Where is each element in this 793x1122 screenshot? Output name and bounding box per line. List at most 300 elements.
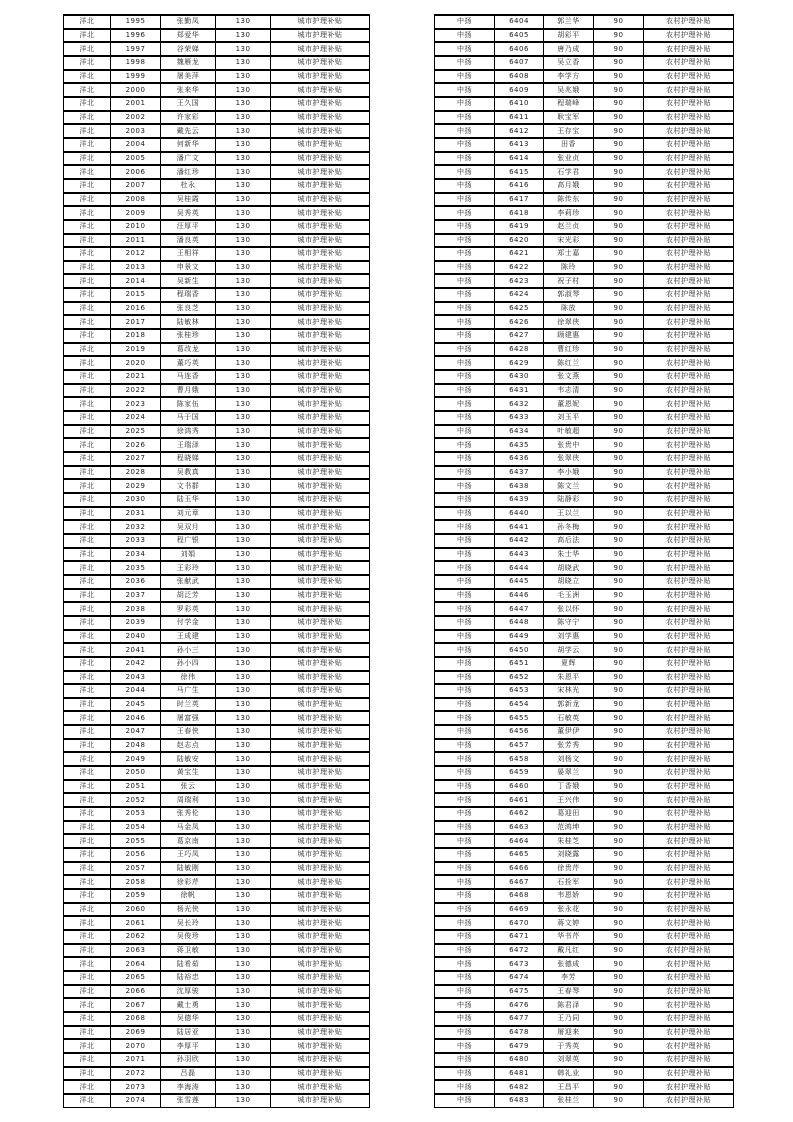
cell-region: 洋北 bbox=[64, 316, 111, 328]
cell-person-name: 孙小三 bbox=[161, 644, 216, 656]
table-row bbox=[64, 29, 369, 43]
cell-person-name: 耿宝军 bbox=[544, 112, 594, 124]
cell-region: 洋北 bbox=[64, 631, 111, 643]
cell-amount: 130 bbox=[216, 590, 271, 602]
cell-region: 中扬 bbox=[435, 958, 495, 970]
cell-serial-number: 2014 bbox=[111, 275, 161, 287]
table-row bbox=[64, 1080, 369, 1094]
cell-subsidy-type: 农村护理补贴 bbox=[666, 17, 711, 26]
cell-serial-number: 6416 bbox=[495, 180, 544, 192]
cell-region: 中扬 bbox=[435, 863, 495, 875]
cell-subsidy-type: 城市护理补贴 bbox=[297, 372, 343, 381]
cell-subsidy-type: 农村护理补贴 bbox=[666, 741, 711, 750]
table-row bbox=[435, 944, 733, 958]
rural-subsidy-table bbox=[434, 14, 734, 1108]
cell-region: 洋北 bbox=[64, 16, 111, 28]
cell-person-name: 汪厚平 bbox=[161, 221, 216, 233]
cell-region: 洋北 bbox=[64, 57, 111, 69]
table-row bbox=[435, 998, 733, 1012]
cell-subsidy-type: 城市护理补贴 bbox=[297, 522, 343, 531]
cell-serial-number: 6426 bbox=[495, 316, 544, 328]
cell-amount: 130 bbox=[216, 1040, 271, 1052]
cell-amount: 90 bbox=[594, 166, 644, 178]
cell-amount: 130 bbox=[216, 194, 271, 206]
cell-serial-number: 2025 bbox=[111, 426, 161, 438]
cell-serial-number: 6453 bbox=[495, 685, 544, 697]
cell-person-name: 华书芹 bbox=[544, 931, 594, 943]
cell-amount: 90 bbox=[594, 931, 644, 943]
cell-region: 洋北 bbox=[64, 958, 111, 970]
cell-serial-number: 2028 bbox=[111, 467, 161, 479]
table-row bbox=[64, 1039, 369, 1053]
table-row bbox=[64, 821, 369, 835]
table-row bbox=[64, 889, 369, 903]
cell-amount: 90 bbox=[594, 43, 644, 55]
cell-serial-number: 6423 bbox=[495, 275, 544, 287]
cell-serial-number: 6451 bbox=[495, 658, 544, 670]
cell-person-name: 王乃同 bbox=[544, 1013, 594, 1025]
cell-amount: 90 bbox=[594, 576, 644, 588]
table-row bbox=[435, 138, 733, 152]
cell-serial-number: 6463 bbox=[495, 822, 544, 834]
cell-amount: 130 bbox=[216, 535, 271, 547]
cell-region: 中扬 bbox=[435, 57, 495, 69]
cell-serial-number: 2000 bbox=[111, 84, 161, 96]
cell-person-name: 张雪莲 bbox=[161, 1095, 216, 1107]
cell-subsidy-type: 农村护理补贴 bbox=[666, 1041, 711, 1050]
cell-subsidy-type: 城市护理补贴 bbox=[297, 30, 343, 39]
cell-region: 中扬 bbox=[435, 876, 495, 888]
cell-serial-number: 6417 bbox=[495, 194, 544, 206]
cell-region: 洋北 bbox=[64, 1068, 111, 1080]
cell-subsidy-type: 农村护理补贴 bbox=[666, 877, 711, 886]
cell-person-name: 刘元章 bbox=[161, 508, 216, 520]
cell-serial-number: 2027 bbox=[111, 453, 161, 465]
cell-amount: 130 bbox=[216, 357, 271, 369]
cell-person-name: 刘杨文 bbox=[544, 753, 594, 765]
cell-serial-number: 2069 bbox=[111, 1027, 161, 1039]
cell-amount: 130 bbox=[216, 344, 271, 356]
cell-region: 洋北 bbox=[64, 494, 111, 506]
cell-person-name: 吴双月 bbox=[161, 521, 216, 533]
cell-amount: 90 bbox=[594, 508, 644, 520]
cell-region: 洋北 bbox=[64, 371, 111, 383]
cell-amount: 90 bbox=[594, 194, 644, 206]
table-row bbox=[435, 493, 733, 507]
table-row bbox=[435, 165, 733, 179]
cell-person-name: 刘晓露 bbox=[544, 849, 594, 861]
cell-amount: 90 bbox=[594, 603, 644, 615]
cell-subsidy-type: 农村护理补贴 bbox=[666, 99, 711, 108]
cell-serial-number: 2058 bbox=[111, 876, 161, 888]
table-row bbox=[64, 479, 369, 493]
cell-region: 洋北 bbox=[64, 876, 111, 888]
cell-subsidy-type: 城市护理补贴 bbox=[297, 864, 343, 873]
cell-subsidy-type: 城市护理补贴 bbox=[297, 713, 343, 722]
cell-person-name: 戴士勇 bbox=[161, 999, 216, 1011]
cell-subsidy-type: 农村护理补贴 bbox=[666, 427, 711, 436]
cell-person-name: 张文燕 bbox=[544, 371, 594, 383]
cell-subsidy-type: 城市护理补贴 bbox=[297, 317, 343, 326]
cell-serial-number: 6443 bbox=[495, 549, 544, 561]
cell-amount: 90 bbox=[594, 617, 644, 629]
cell-amount: 130 bbox=[216, 576, 271, 588]
cell-person-name: 范鸿坤 bbox=[544, 822, 594, 834]
cell-subsidy-type: 城市护理补贴 bbox=[297, 454, 343, 463]
cell-subsidy-type: 城市护理补贴 bbox=[297, 427, 343, 436]
table-row bbox=[435, 15, 733, 29]
cell-serial-number: 1998 bbox=[111, 57, 161, 69]
cell-subsidy-type: 城市护理补贴 bbox=[297, 495, 343, 504]
table-row bbox=[64, 329, 369, 343]
table-row bbox=[435, 1012, 733, 1026]
cell-amount: 130 bbox=[216, 398, 271, 410]
cell-subsidy-type: 城市护理补贴 bbox=[297, 481, 343, 490]
cell-person-name: 徐帆 bbox=[161, 890, 216, 902]
cell-subsidy-type: 农村护理补贴 bbox=[666, 58, 711, 67]
cell-amount: 90 bbox=[594, 767, 644, 779]
cell-person-name: 张桂珍 bbox=[161, 330, 216, 342]
cell-serial-number: 6408 bbox=[495, 71, 544, 83]
cell-serial-number: 6422 bbox=[495, 262, 544, 274]
cell-region: 洋北 bbox=[64, 549, 111, 561]
cell-serial-number: 6412 bbox=[495, 125, 544, 137]
cell-amount: 130 bbox=[216, 235, 271, 247]
cell-subsidy-type: 农村护理补贴 bbox=[666, 823, 711, 832]
cell-amount: 130 bbox=[216, 917, 271, 929]
cell-amount: 90 bbox=[594, 330, 644, 342]
cell-serial-number: 2055 bbox=[111, 835, 161, 847]
cell-person-name: 张德成 bbox=[544, 958, 594, 970]
cell-region: 中扬 bbox=[435, 658, 495, 670]
table-row bbox=[64, 507, 369, 521]
cell-amount: 130 bbox=[216, 180, 271, 192]
cell-serial-number: 6472 bbox=[495, 945, 544, 957]
cell-serial-number: 2041 bbox=[111, 644, 161, 656]
cell-person-name: 王瑞泽 bbox=[161, 439, 216, 451]
cell-amount: 130 bbox=[216, 1095, 271, 1107]
cell-serial-number: 6432 bbox=[495, 398, 544, 410]
cell-person-name: 朱恩平 bbox=[544, 672, 594, 684]
table-row bbox=[64, 807, 369, 821]
cell-subsidy-type: 农村护理补贴 bbox=[666, 754, 711, 763]
cell-subsidy-type: 城市护理补贴 bbox=[297, 659, 343, 668]
cell-person-name: 高后法 bbox=[544, 535, 594, 547]
cell-region: 中扬 bbox=[435, 357, 495, 369]
cell-serial-number: 6468 bbox=[495, 890, 544, 902]
cell-region: 中扬 bbox=[435, 1013, 495, 1025]
cell-amount: 130 bbox=[216, 139, 271, 151]
table-row bbox=[435, 725, 733, 739]
cell-amount: 130 bbox=[216, 316, 271, 328]
cell-person-name: 顾建惠 bbox=[544, 330, 594, 342]
cell-person-name: 戴先云 bbox=[161, 125, 216, 137]
cell-region: 中扬 bbox=[435, 1040, 495, 1052]
table-row bbox=[64, 602, 369, 616]
cell-person-name: 屠美萍 bbox=[161, 71, 216, 83]
cell-person-name: 张翠侠 bbox=[544, 453, 594, 465]
cell-subsidy-type: 城市护理补贴 bbox=[297, 99, 343, 108]
cell-subsidy-type: 城市护理补贴 bbox=[297, 140, 343, 149]
cell-region: 中扬 bbox=[435, 1068, 495, 1080]
cell-region: 洋北 bbox=[64, 1040, 111, 1052]
cell-region: 洋北 bbox=[64, 275, 111, 287]
cell-person-name: 马金凤 bbox=[161, 822, 216, 834]
cell-amount: 130 bbox=[216, 617, 271, 629]
cell-serial-number: 6442 bbox=[495, 535, 544, 547]
cell-amount: 90 bbox=[594, 863, 644, 875]
cell-amount: 130 bbox=[216, 603, 271, 615]
cell-person-name: 李芳 bbox=[544, 972, 594, 984]
cell-amount: 90 bbox=[594, 357, 644, 369]
cell-subsidy-type: 农村护理补贴 bbox=[666, 345, 711, 354]
cell-person-name: 刘娟 bbox=[161, 549, 216, 561]
cell-region: 中扬 bbox=[435, 644, 495, 656]
cell-subsidy-type: 农村护理补贴 bbox=[666, 1068, 711, 1077]
table-row bbox=[435, 1039, 733, 1053]
cell-amount: 90 bbox=[594, 30, 644, 42]
cell-person-name: 高月娥 bbox=[544, 180, 594, 192]
cell-amount: 90 bbox=[594, 631, 644, 643]
cell-amount: 90 bbox=[594, 275, 644, 287]
cell-region: 中扬 bbox=[435, 344, 495, 356]
cell-region: 中扬 bbox=[435, 371, 495, 383]
table-row bbox=[435, 643, 733, 657]
cell-region: 洋北 bbox=[64, 125, 111, 137]
cell-serial-number: 6420 bbox=[495, 235, 544, 247]
cell-amount: 130 bbox=[216, 166, 271, 178]
cell-amount: 130 bbox=[216, 153, 271, 165]
cell-amount: 130 bbox=[216, 644, 271, 656]
cell-subsidy-type: 农村护理补贴 bbox=[666, 659, 711, 668]
cell-person-name: 陈守宁 bbox=[544, 617, 594, 629]
cell-region: 中扬 bbox=[435, 467, 495, 479]
cell-subsidy-type: 农村护理补贴 bbox=[666, 304, 711, 313]
cell-region: 中扬 bbox=[435, 794, 495, 806]
cell-person-name: 马连香 bbox=[161, 371, 216, 383]
cell-person-name: 吕磊 bbox=[161, 1068, 216, 1080]
cell-person-name: 周瑞利 bbox=[161, 794, 216, 806]
cell-amount: 130 bbox=[216, 549, 271, 561]
cell-region: 洋北 bbox=[64, 863, 111, 875]
cell-region: 洋北 bbox=[64, 590, 111, 602]
cell-person-name: 陆静彩 bbox=[544, 494, 594, 506]
cell-serial-number: 2051 bbox=[111, 781, 161, 793]
cell-amount: 90 bbox=[594, 344, 644, 356]
cell-amount: 130 bbox=[216, 467, 271, 479]
cell-region: 中扬 bbox=[435, 508, 495, 520]
cell-person-name: 程瑞香 bbox=[161, 289, 216, 301]
cell-person-name: 董恩妮 bbox=[544, 398, 594, 410]
cell-region: 洋北 bbox=[64, 221, 111, 233]
cell-subsidy-type: 农村护理补贴 bbox=[666, 481, 711, 490]
cell-person-name: 陆敏刚 bbox=[161, 863, 216, 875]
cell-person-name: 张芳秀 bbox=[544, 740, 594, 752]
cell-subsidy-type: 农村护理补贴 bbox=[666, 85, 711, 94]
cell-person-name: 吴桂霞 bbox=[161, 194, 216, 206]
table-row bbox=[64, 875, 369, 889]
cell-amount: 130 bbox=[216, 1054, 271, 1066]
cell-person-name: 陆敏安 bbox=[161, 753, 216, 765]
table-row bbox=[64, 916, 369, 930]
cell-region: 中扬 bbox=[435, 207, 495, 219]
cell-serial-number: 2062 bbox=[111, 931, 161, 943]
cell-region: 洋北 bbox=[64, 945, 111, 957]
cell-subsidy-type: 农村护理补贴 bbox=[666, 713, 711, 722]
cell-subsidy-type: 农村护理补贴 bbox=[666, 973, 711, 982]
cell-serial-number: 2022 bbox=[111, 385, 161, 397]
cell-serial-number: 6440 bbox=[495, 508, 544, 520]
cell-amount: 90 bbox=[594, 549, 644, 561]
cell-amount: 130 bbox=[216, 890, 271, 902]
cell-serial-number: 2063 bbox=[111, 945, 161, 957]
cell-amount: 90 bbox=[594, 562, 644, 574]
cell-amount: 90 bbox=[594, 153, 644, 165]
cell-serial-number: 6404 bbox=[495, 16, 544, 28]
cell-serial-number: 6458 bbox=[495, 753, 544, 765]
cell-amount: 130 bbox=[216, 412, 271, 424]
cell-subsidy-type: 农村护理补贴 bbox=[666, 126, 711, 135]
cell-person-name: 徐翠侠 bbox=[544, 316, 594, 328]
cell-amount: 90 bbox=[594, 303, 644, 315]
table-row bbox=[435, 957, 733, 971]
cell-subsidy-type: 城市护理补贴 bbox=[297, 290, 343, 299]
cell-person-name: 郑士嘉 bbox=[544, 248, 594, 260]
cell-subsidy-type: 城市护理补贴 bbox=[297, 194, 343, 203]
cell-serial-number: 2001 bbox=[111, 98, 161, 110]
cell-serial-number: 2067 bbox=[111, 999, 161, 1011]
cell-serial-number: 6478 bbox=[495, 1027, 544, 1039]
cell-region: 洋北 bbox=[64, 412, 111, 424]
cell-serial-number: 2073 bbox=[111, 1081, 161, 1093]
cell-region: 中扬 bbox=[435, 740, 495, 752]
cell-serial-number: 6448 bbox=[495, 617, 544, 629]
cell-subsidy-type: 城市护理补贴 bbox=[297, 399, 343, 408]
table-row bbox=[435, 971, 733, 985]
cell-amount: 90 bbox=[594, 316, 644, 328]
cell-subsidy-type: 农村护理补贴 bbox=[666, 727, 711, 736]
cell-amount: 130 bbox=[216, 945, 271, 957]
cell-amount: 130 bbox=[216, 794, 271, 806]
cell-subsidy-type: 城市护理补贴 bbox=[297, 44, 343, 53]
cell-amount: 90 bbox=[594, 112, 644, 124]
cell-person-name: 王兴伟 bbox=[544, 794, 594, 806]
cell-amount: 90 bbox=[594, 467, 644, 479]
table-row bbox=[435, 42, 733, 56]
table-row bbox=[64, 985, 369, 999]
cell-subsidy-type: 城市护理补贴 bbox=[297, 741, 343, 750]
cell-person-name: 朱士华 bbox=[544, 549, 594, 561]
cell-subsidy-type: 城市护理补贴 bbox=[297, 809, 343, 818]
cell-amount: 130 bbox=[216, 876, 271, 888]
cell-person-name: 陆玉华 bbox=[161, 494, 216, 506]
cell-person-name: 石学君 bbox=[544, 166, 594, 178]
cell-subsidy-type: 城市护理补贴 bbox=[297, 235, 343, 244]
cell-amount: 130 bbox=[216, 84, 271, 96]
cell-amount: 90 bbox=[594, 808, 644, 820]
cell-amount: 90 bbox=[594, 753, 644, 765]
cell-subsidy-type: 农村护理补贴 bbox=[666, 932, 711, 941]
cell-serial-number: 2013 bbox=[111, 262, 161, 274]
cell-person-name: 文书群 bbox=[161, 480, 216, 492]
cell-person-name: 张业贞 bbox=[544, 153, 594, 165]
cell-subsidy-type: 农村护理补贴 bbox=[666, 904, 711, 913]
cell-person-name: 徐伟 bbox=[161, 672, 216, 684]
cell-subsidy-type: 城市护理补贴 bbox=[297, 440, 343, 449]
cell-region: 中扬 bbox=[435, 412, 495, 424]
cell-region: 中扬 bbox=[435, 562, 495, 574]
cell-person-name: 晏翠兰 bbox=[544, 767, 594, 779]
cell-subsidy-type: 农村护理补贴 bbox=[666, 768, 711, 777]
cell-amount: 130 bbox=[216, 1081, 271, 1093]
cell-region: 中扬 bbox=[435, 1081, 495, 1093]
cell-amount: 130 bbox=[216, 385, 271, 397]
table-row bbox=[435, 807, 733, 821]
cell-serial-number: 6414 bbox=[495, 153, 544, 165]
cell-serial-number: 2043 bbox=[111, 672, 161, 684]
table-row bbox=[435, 657, 733, 671]
cell-amount: 130 bbox=[216, 303, 271, 315]
table-row bbox=[435, 1053, 733, 1067]
cell-subsidy-type: 城市护理补贴 bbox=[297, 768, 343, 777]
cell-person-name: 蒋文婷 bbox=[544, 917, 594, 929]
cell-region: 中扬 bbox=[435, 890, 495, 902]
cell-subsidy-type: 农村护理补贴 bbox=[666, 618, 711, 627]
table-row bbox=[435, 507, 733, 521]
cell-person-name: 曹红珍 bbox=[544, 344, 594, 356]
cell-person-name: 石敏英 bbox=[544, 712, 594, 724]
cell-subsidy-type: 城市护理补贴 bbox=[297, 1068, 343, 1077]
cell-region: 中扬 bbox=[435, 125, 495, 137]
cell-subsidy-type: 城市护理补贴 bbox=[297, 263, 343, 272]
urban-subsidy-table bbox=[63, 14, 370, 1108]
table-row bbox=[435, 630, 733, 644]
cell-serial-number: 6429 bbox=[495, 357, 544, 369]
table-row bbox=[64, 138, 369, 152]
cell-person-name: 马于国 bbox=[161, 412, 216, 424]
cell-subsidy-type: 农村护理补贴 bbox=[666, 235, 711, 244]
cell-amount: 130 bbox=[216, 672, 271, 684]
table-row bbox=[64, 1067, 369, 1081]
cell-serial-number: 2010 bbox=[111, 221, 161, 233]
cell-region: 洋北 bbox=[64, 30, 111, 42]
table-row bbox=[64, 384, 369, 398]
cell-person-name: 潘广文 bbox=[161, 153, 216, 165]
cell-region: 中扬 bbox=[435, 917, 495, 929]
cell-person-name: 陈文兰 bbox=[544, 480, 594, 492]
cell-serial-number: 6406 bbox=[495, 43, 544, 55]
cell-serial-number: 2074 bbox=[111, 1095, 161, 1107]
cell-serial-number: 6473 bbox=[495, 958, 544, 970]
cell-region: 洋北 bbox=[64, 330, 111, 342]
table-row bbox=[435, 220, 733, 234]
cell-region: 中扬 bbox=[435, 726, 495, 738]
cell-serial-number: 2017 bbox=[111, 316, 161, 328]
cell-subsidy-type: 农村护理补贴 bbox=[666, 317, 711, 326]
cell-subsidy-type: 农村护理补贴 bbox=[666, 959, 711, 968]
cell-person-name: 王久国 bbox=[161, 98, 216, 110]
cell-amount: 130 bbox=[216, 999, 271, 1011]
cell-amount: 130 bbox=[216, 808, 271, 820]
cell-subsidy-type: 城市护理补贴 bbox=[297, 590, 343, 599]
cell-region: 洋北 bbox=[64, 180, 111, 192]
table-row bbox=[64, 466, 369, 480]
cell-serial-number: 2048 bbox=[111, 740, 161, 752]
cell-serial-number: 6433 bbox=[495, 412, 544, 424]
cell-subsidy-type: 城市护理补贴 bbox=[297, 126, 343, 135]
cell-amount: 90 bbox=[594, 781, 644, 793]
cell-amount: 130 bbox=[216, 439, 271, 451]
